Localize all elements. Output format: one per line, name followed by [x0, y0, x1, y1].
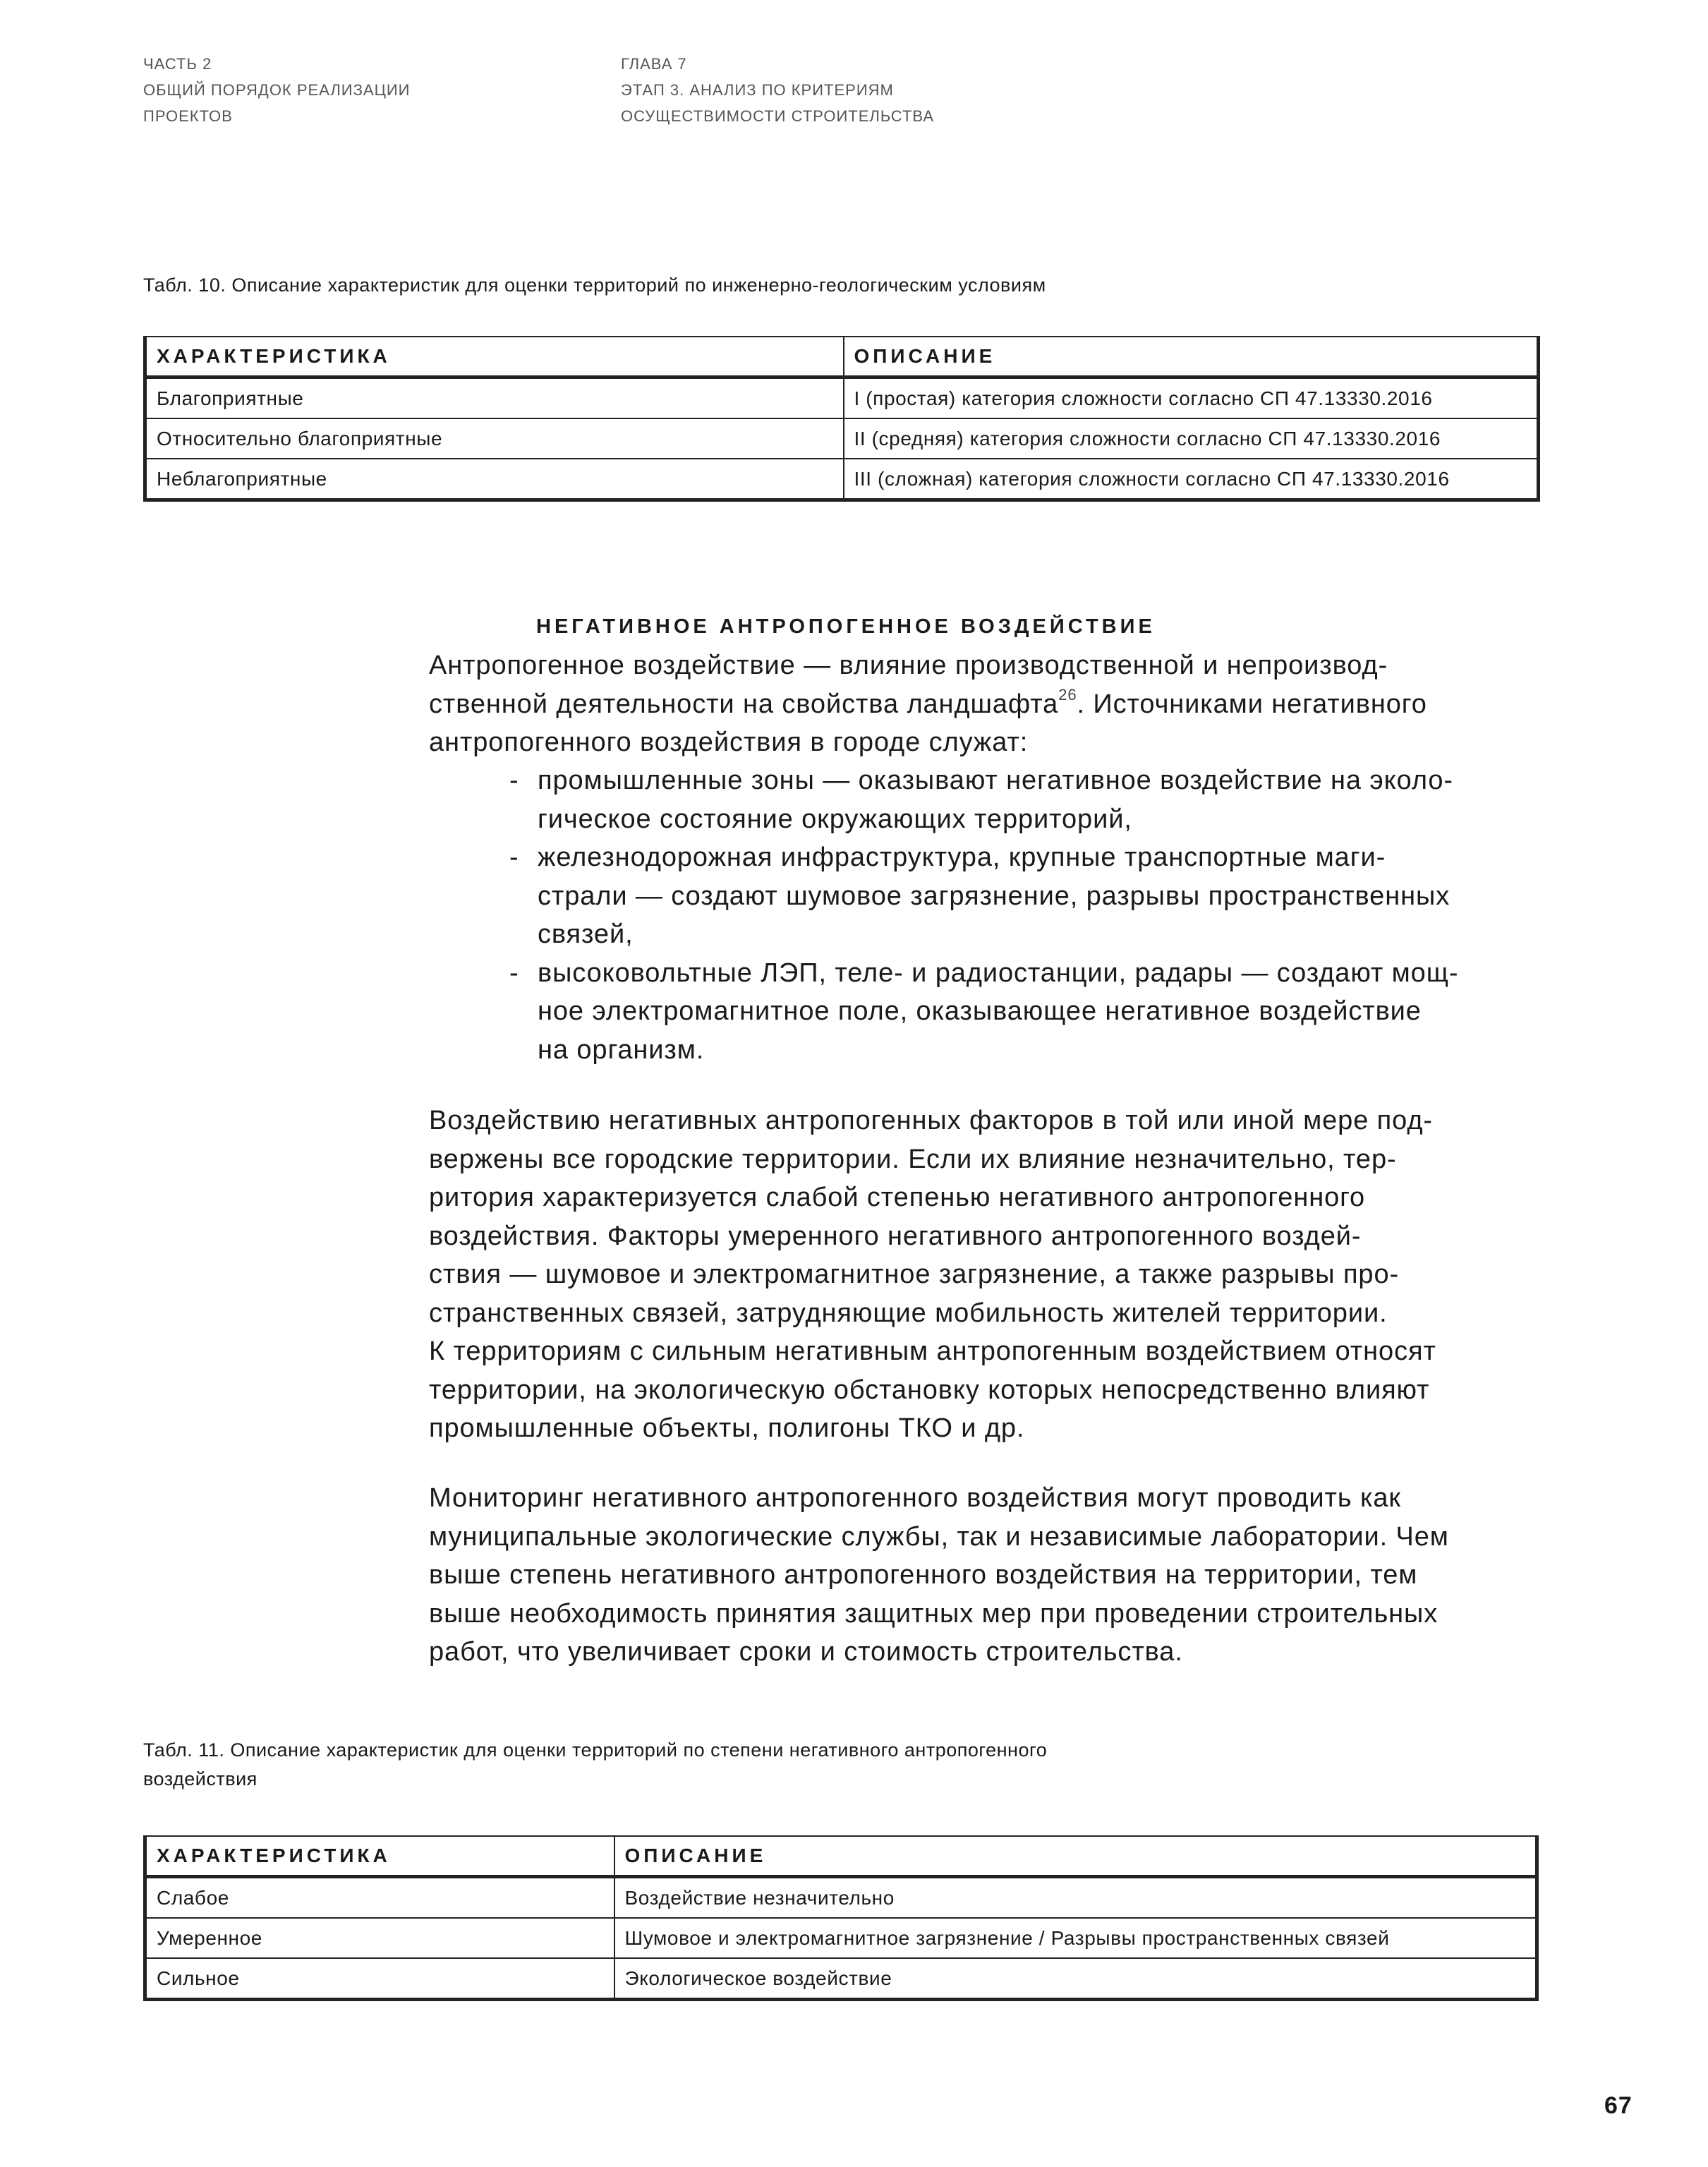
text-line: выше необходимость принятия защитных мер при проведении строительных — [429, 1598, 1439, 1629]
column-header-characteristic: ХАРАКТЕРИСТИКА — [145, 337, 844, 378]
header-part-line: ЧАСТЬ 2 — [143, 55, 212, 73]
table-cell: I (простая) категория сложности согласно СП 47.13330.2016 — [844, 378, 1539, 419]
section-heading: НЕГАТИВНОЕ АНТРОПОГЕННОЕ ВОЗДЕЙСТВИЕ — [536, 615, 1156, 638]
text-line: промышленные зоны — оказывают негативное воздействие на эколо- — [538, 766, 1453, 795]
text-line: работ, что увеличивает сроки и стоимость строительства. — [429, 1637, 1183, 1667]
table-row — [145, 1918, 1537, 1958]
text-line: К территориям с сильным негативным антропогенным воздействием относят — [429, 1336, 1436, 1366]
header-chapter-line: ЭТАП 3. АНАЛИЗ ПО КРИТЕРИЯМ — [621, 81, 894, 99]
text-fragment: ственной деятельности на свойства ландшафта — [429, 689, 1059, 719]
table-cell: Неблагоприятные — [145, 459, 844, 500]
text-line: Антропогенное воздействие — влияние производственной и непроизвод- — [429, 651, 1388, 680]
text-line: вержены все городские территории. Если их влияние незначительно, тер- — [429, 1144, 1397, 1174]
table-header-row — [145, 337, 1539, 378]
header-chapter-line: ГЛАВА 7 — [621, 55, 687, 73]
text-line: высоковольтные ЛЭП, теле- и радиостанции, радары — создают мощ- — [538, 958, 1459, 988]
text-line: территории, на экологическую обстановку которых непосредственно влияют — [429, 1375, 1430, 1405]
text-fragment: . Источниками негативного — [1077, 689, 1427, 719]
text-line: ствия — шумовое и электромагнитное загрязнение, а также разрывы про- — [429, 1260, 1400, 1289]
column-header-characteristic: ХАРАКТЕРИСТИКА — [145, 1836, 614, 1877]
text-line: ное электромагнитное поле, оказывающее негативное воздействие — [538, 996, 1422, 1026]
table-row — [145, 459, 1539, 500]
table-cell: Относительно благоприятные — [145, 418, 844, 459]
running-header-chapter — [621, 51, 934, 129]
table-cell: Экологическое воздействие — [614, 1958, 1537, 2000]
table-header-row — [145, 1836, 1537, 1877]
table-row — [145, 378, 1539, 419]
text-line: страли — создают шумовое загрязнение, разрывы пространственных — [538, 881, 1450, 911]
list-item — [509, 954, 1539, 1070]
table-row — [145, 418, 1539, 459]
header-part-line: ОБЩИЙ ПОРЯДОК РЕАЛИЗАЦИИ — [143, 81, 411, 99]
table-10-caption: Табл. 10. Описание характеристик для оценки территорий по инженерно-геологическим условиям — [143, 274, 1046, 296]
paragraph-monitoring — [429, 1479, 1544, 1672]
table-row — [145, 1877, 1537, 1919]
header-part-line: ПРОЕКТОВ — [143, 107, 233, 125]
text-line: выше степень негативного антропогенного воздействия на территории, тем — [429, 1560, 1418, 1590]
column-header-description: ОПИСАНИЕ — [844, 337, 1539, 378]
running-header-part — [143, 51, 410, 129]
text-line: муниципальные экологические службы, так и независимые лаборатории. Чем — [429, 1521, 1449, 1552]
text-line: странственных связей, затрудняющие мобильность жителей территории. — [429, 1298, 1388, 1328]
paragraph-definition — [429, 646, 1544, 762]
list-item — [509, 761, 1539, 838]
table-10 — [143, 336, 1540, 502]
text-line — [429, 685, 1544, 724]
sources-list — [509, 761, 1539, 1069]
table-row — [145, 1958, 1537, 2000]
list-item — [509, 838, 1539, 954]
text-line: антропогенного воздействия в городе служат: — [429, 728, 1029, 757]
list-marker: - — [509, 843, 519, 872]
table-cell: Благоприятные — [145, 378, 844, 419]
table-cell: Шумовое и электромагнитное загрязнение / Разрывы пространственных связей — [614, 1918, 1537, 1958]
column-header-description: ОПИСАНИЕ — [614, 1836, 1537, 1877]
table-11 — [143, 1835, 1539, 2001]
table-cell: II (средняя) категория сложности согласно СП 47.13330.2016 — [844, 418, 1539, 459]
caption-line: Табл. 11. Описание характеристик для оценки территорий по степени негативного антропогенного — [143, 1739, 1048, 1761]
text-line: железнодорожная инфраструктура, крупные транспортные маги- — [538, 843, 1386, 872]
text-line: воздействия. Факторы умеренного негативного антропогенного воздей- — [429, 1221, 1362, 1251]
text-line: гическое состояние окружающих территорий, — [538, 804, 1132, 834]
paragraph-degrees — [429, 1101, 1544, 1448]
text-line: промышленные объекты, полигоны ТКО и др. — [429, 1413, 1025, 1443]
text-line: ритория характеризуется слабой степенью негативного антропогенного — [429, 1183, 1366, 1212]
header-chapter-line: ОСУЩЕСТВИМОСТИ СТРОИТЕЛЬСТВА — [621, 107, 935, 125]
page-number: 67 — [1604, 2092, 1633, 2119]
text-line: Мониторинг негативного антропогенного воздействия могут проводить как — [429, 1483, 1401, 1513]
table-cell: III (сложная) категория сложности согласно СП 47.13330.2016 — [844, 459, 1539, 500]
text-line: на организм. — [538, 1034, 705, 1065]
table-cell: Умеренное — [145, 1918, 614, 1958]
list-marker: - — [509, 958, 519, 988]
footnote-reference: 26 — [1058, 685, 1077, 704]
table-cell: Воздействие незначительно — [614, 1877, 1537, 1919]
text-line: Воздействию негативных антропогенных факторов в той или иной мере под- — [429, 1106, 1433, 1135]
list-marker: - — [509, 766, 519, 795]
table-cell: Слабое — [145, 1877, 614, 1919]
table-11-caption — [143, 1736, 1272, 1794]
text-line: связей, — [538, 919, 634, 949]
caption-line: воздействия — [143, 1768, 258, 1789]
table-cell: Сильное — [145, 1958, 614, 2000]
